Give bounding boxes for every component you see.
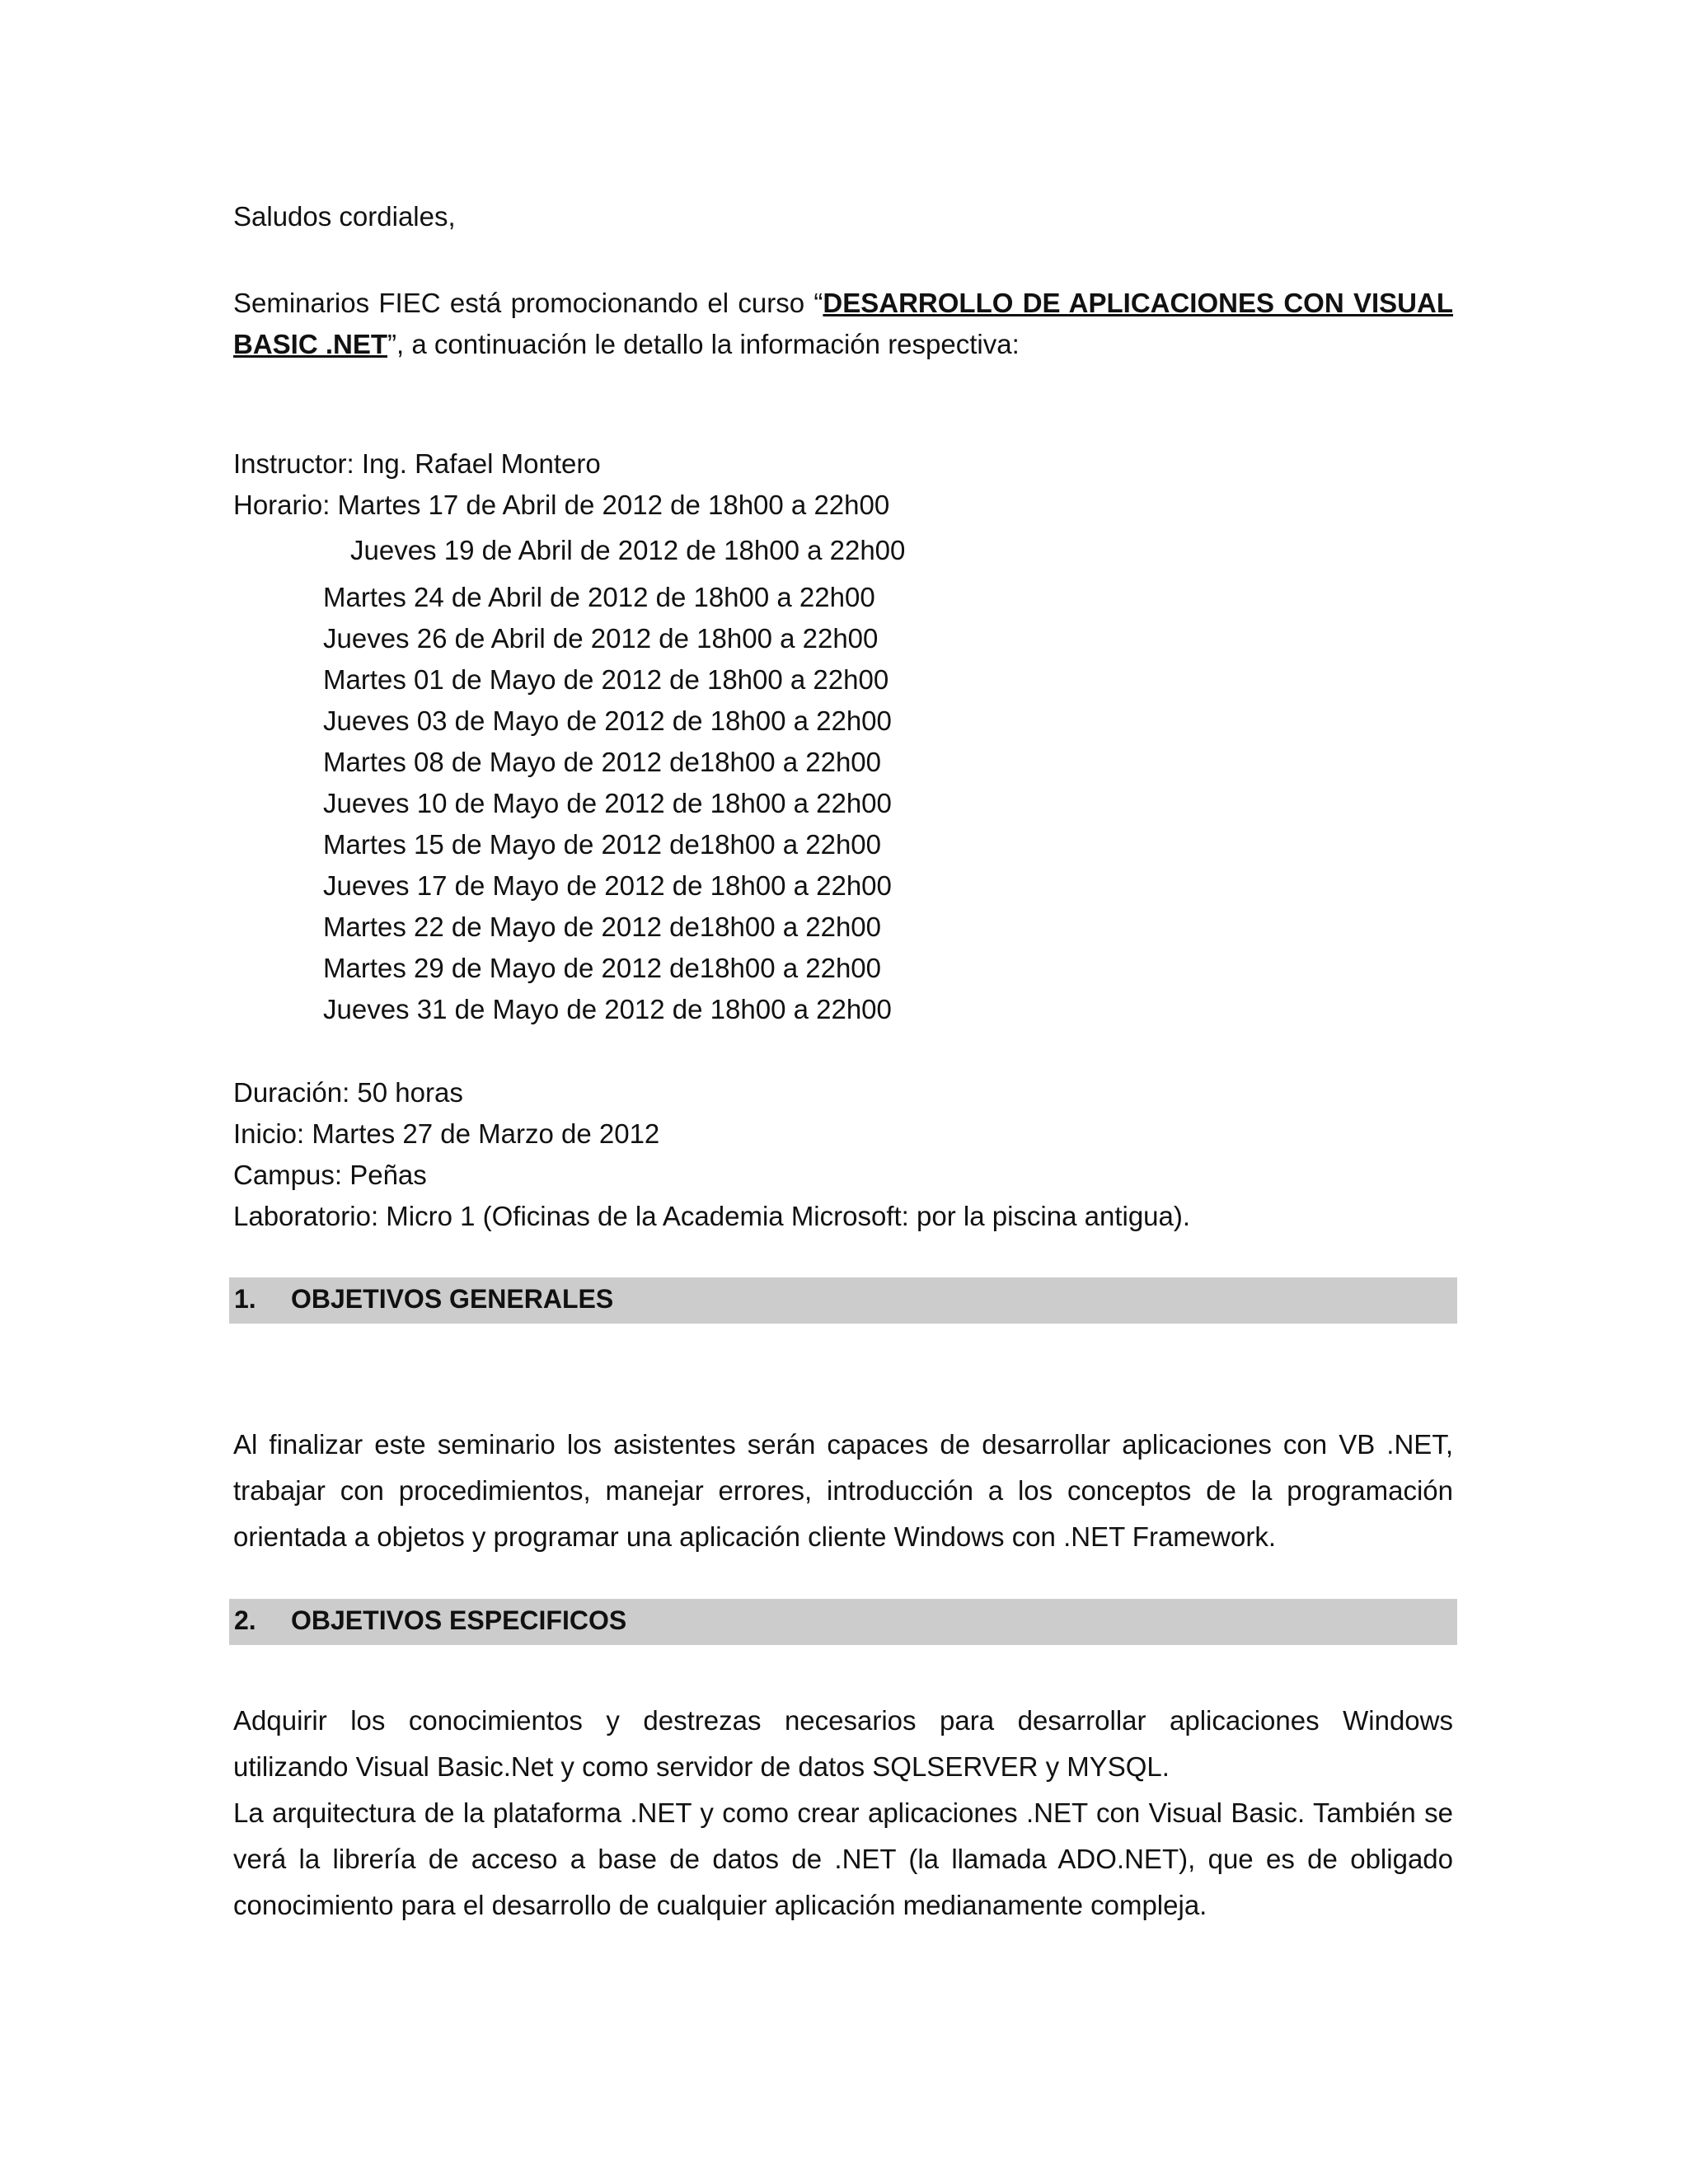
section-heading-objetivos-especificos — [229, 1599, 1457, 1645]
section-title: OBJETIVOS ESPECIFICOS — [291, 1605, 627, 1635]
section-heading-objetivos-generales — [229, 1277, 1457, 1324]
schedule-line: Martes 22 de Mayo de 2012 de18h00 a 22h00 — [323, 912, 882, 942]
schedule-line: Martes 29 de Mayo de 2012 de18h00 a 22h00 — [323, 953, 882, 983]
schedule-line: Jueves 03 de Mayo de 2012 de 18h00 a 22h00 — [323, 705, 892, 736]
intro-suffix: ”, a continuación le detallo la información respectiva: — [387, 329, 1020, 359]
objetivos-especificos-paragraph-1 — [233, 1698, 1453, 1790]
intro-prefix: Seminarios FIEC está promocionando el curso “ — [233, 288, 823, 318]
paragraph-line: La arquitectura de la plataforma .NET y como crear aplicaciones .NET con Visual Basic. También se — [233, 1797, 1453, 1828]
duracion-text: Duración: 50 horas — [233, 1077, 463, 1108]
schedule-line: Martes 08 de Mayo de 2012 de18h00 a 22h00 — [323, 747, 882, 777]
paragraph-line: Adquirir los conocimientos y destrezas necesarios para desarrollar aplicaciones Windows — [233, 1705, 1453, 1736]
paragraph-line: utilizando Visual Basic.Net y como servidor de datos SQLSERVER y MYSQL. — [233, 1751, 1170, 1782]
instructor-text: Instructor: Ing. Rafael Montero — [233, 448, 601, 479]
greeting-text: Saludos cordiales, — [233, 201, 456, 232]
intro-line-2 — [233, 324, 1453, 365]
schedule-line: Jueves 17 de Mayo de 2012 de 18h00 a 22h00 — [323, 870, 892, 901]
course-title-part-2: BASIC .NET — [233, 329, 388, 359]
horario-first-line: Horario: Martes 17 de Abril de 2012 de 18h00 a 22h00 — [233, 490, 890, 520]
horario-second-line: Jueves 19 de Abril de 2012 de 18h00 a 22h00 — [350, 535, 906, 565]
paragraph-line: conocimiento para el desarrollo de cualquier aplicación medianamente compleja. — [233, 1890, 1207, 1920]
section-title: OBJETIVOS GENERALES — [291, 1284, 614, 1314]
inicio-text: Inicio: Martes 27 de Marzo de 2012 — [233, 1118, 660, 1149]
schedule-line: Jueves 10 de Mayo de 2012 de 18h00 a 22h00 — [323, 788, 892, 818]
section-number: 1. — [234, 1284, 256, 1314]
objetivos-generales-paragraph — [233, 1422, 1453, 1560]
paragraph-line: orientada a objetos y programar una aplicación cliente Windows con .NET Framework. — [233, 1521, 1276, 1552]
laboratorio-text: Laboratorio: Micro 1 (Oficinas de la Academia Microsoft: por la piscina antigua). — [233, 1201, 1191, 1231]
schedule-line: Jueves 26 de Abril de 2012 de 18h00 a 22h00 — [323, 623, 879, 654]
objetivos-especificos-paragraph-2 — [233, 1790, 1453, 1929]
schedule-line: Martes 15 de Mayo de 2012 de18h00 a 22h00 — [323, 829, 882, 860]
schedule-line: Martes 01 de Mayo de 2012 de 18h00 a 22h00 — [323, 664, 889, 695]
intro-line-1 — [233, 283, 1453, 324]
paragraph-line: trabajar con procedimientos, manejar errores, introducción a los conceptos de la programación — [233, 1475, 1453, 1506]
schedule-line: Martes 24 de Abril de 2012 de 18h00 a 22h00 — [323, 582, 875, 612]
campus-text: Campus: Peñas — [233, 1160, 427, 1190]
intro-paragraph — [233, 283, 1453, 365]
schedule-line: Jueves 31 de Mayo de 2012 de 18h00 a 22h00 — [323, 994, 892, 1024]
paragraph-line: Al finalizar este seminario los asistentes serán capaces de desarrollar aplicaciones con VB .NET, — [233, 1429, 1453, 1460]
section-number: 2. — [234, 1605, 256, 1635]
course-title-part-1: DESARROLLO DE APLICACIONES CON VISUAL — [823, 288, 1453, 318]
paragraph-line: verá la librería de acceso a base de datos de .NET (la llamada ADO.NET), que es de obligado — [233, 1844, 1453, 1874]
